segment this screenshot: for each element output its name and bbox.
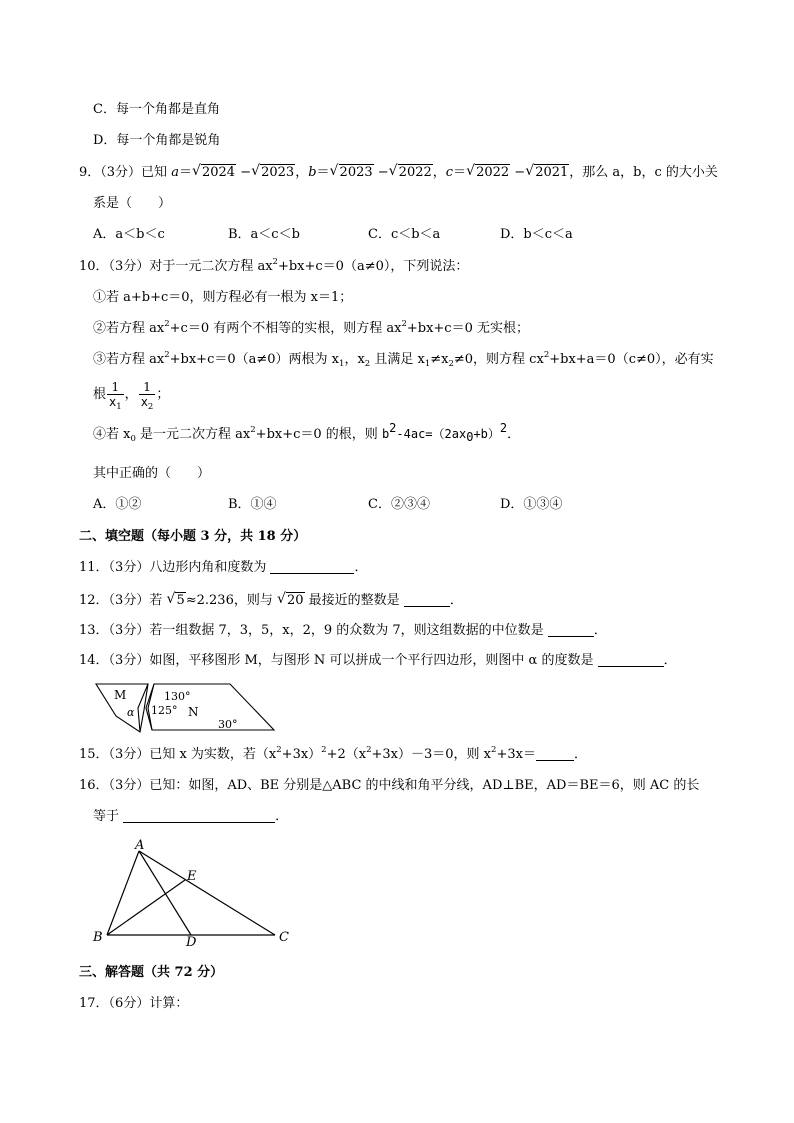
q10-ask: 其中正确的（ ） <box>93 466 211 481</box>
q9-option-b: B．a＜c＜b <box>228 227 300 242</box>
side-ab <box>107 851 139 935</box>
q16-stem-line2: 等于 ． <box>93 809 289 824</box>
q10-option-a: A．①② <box>93 497 142 512</box>
vertex-a-label: A <box>135 838 145 853</box>
q9-option-d: D．b＜c＜a <box>500 227 573 242</box>
fraction-1-over-x2: $\frac{1}{x_2}$ <box>140 380 154 412</box>
q11-answer-blank[interactable] <box>270 560 354 574</box>
q16-answer-blank[interactable] <box>123 809 275 823</box>
q8-option-c: C．每一个角都是直角 <box>93 102 220 117</box>
q10-option-d: D．①③④ <box>500 497 563 512</box>
q10-statement-3: ③若方程 $ax^2+bx+c=0(a\ne 0)$两根为 $x_1$，$x_2$ 且满足 $x_1\ne x_2\ne 0$，则方程 $cx^2+bx+a=0(c\ne 0)$，必有实 <box>93 350 714 369</box>
q12-answer-blank[interactable] <box>404 593 450 607</box>
q9-stem: 9．（3分）已知 a＝√ 2024 −√ 2023，b＝√ 2023 −√ 2022，c＝√ 2022 −√ 2021，那么 a，b，c 的大小关 <box>79 164 718 182</box>
q12: 12．（3分）若 √ 5≈2.236，则与 √ 20 最接近的整数是 ． <box>79 592 463 610</box>
q11: 11．（3分）八边形内角和度数为 ． <box>79 560 368 575</box>
q10-statement-4: ④若 $x_0$ 是一元二次方程 $ax^2+bx+c=0$ 的根，则 $b^2-4ac=(2ax_0+b)^2$． <box>93 421 521 444</box>
q15: 15．（3分）已知 x 为实数，若$(x^2+3x)^2+2(x^2+3x)-3=0$，则 $x^2+3x=$ ． <box>79 745 587 762</box>
q10-option-b: B．①④ <box>228 497 277 512</box>
q10-stem: 10．（3分）对于一元二次方程 $ax^2+bx+c=0(a\ne 0)$，下列说法： <box>79 257 469 274</box>
fraction-1-over-x1: $\frac{1}{x_1}$ <box>109 380 122 412</box>
q13-answer-blank[interactable] <box>548 623 594 637</box>
q9-stem-line2: 系是（ ） <box>93 196 172 211</box>
q14: 14．（3分）如图，平移图形 M，与图形 N 可以拼成一个平行四边形，则图中 α 的度数是 ． <box>79 653 677 668</box>
median-ad <box>139 851 191 935</box>
q9-option-a: A．a＜b＜c <box>93 227 165 242</box>
q10-statement-3-line2: 根 $\frac{1}{x_1}$ ， $\frac{1}{x_2}$ ； <box>93 380 170 412</box>
label-30: 30° <box>218 718 238 731</box>
section-3-heading: 三、解答题（共 72 分） <box>79 965 224 980</box>
q13: 13．（3分）若一组数据 7，3，5，x，2，9 的众数为 7，则这组数据的中位数是 ． <box>79 623 607 638</box>
label-m: M <box>114 688 127 702</box>
label-130: 130° <box>164 690 191 703</box>
vertex-c-label: C <box>279 930 289 945</box>
q8-option-d: D．每一个角都是锐角 <box>93 133 221 148</box>
side-ac <box>139 851 275 935</box>
q15-answer-blank[interactable] <box>536 747 574 761</box>
q10-statement-1: ①若 a+b+c＝0，则方程必有一根为 x＝1； <box>93 290 353 305</box>
vertex-b-label: B <box>93 930 103 945</box>
q16-stem: 16．（3分）已知：如图，AD、BE 分别是△ABC 的中线和角平分线，AD⊥BE，AD＝BE＝6，则 AC 的长 <box>79 778 700 793</box>
q16-triangle-figure <box>88 838 298 948</box>
q14-answer-blank[interactable] <box>598 653 664 667</box>
point-d-label: D <box>186 935 197 948</box>
q14-figure <box>92 680 282 736</box>
q9-option-c: C．c＜b＜a <box>368 227 441 242</box>
q10-option-c: C．②③④ <box>368 497 430 512</box>
q17: 17．（6分）计算： <box>79 996 189 1011</box>
label-125: 125° <box>151 704 178 717</box>
point-e-label: E <box>187 869 197 884</box>
label-alpha: α <box>127 706 135 719</box>
label-n: N <box>188 705 199 719</box>
section-2-heading: 二、填空题（每小题 3 分，共 18 分） <box>79 529 307 544</box>
q10-statement-2: ②若方程 $ax^2+c=0$ 有两个不相等的实根，则方程 $ax^2+bx+c=0$ 无实根； <box>93 319 529 336</box>
